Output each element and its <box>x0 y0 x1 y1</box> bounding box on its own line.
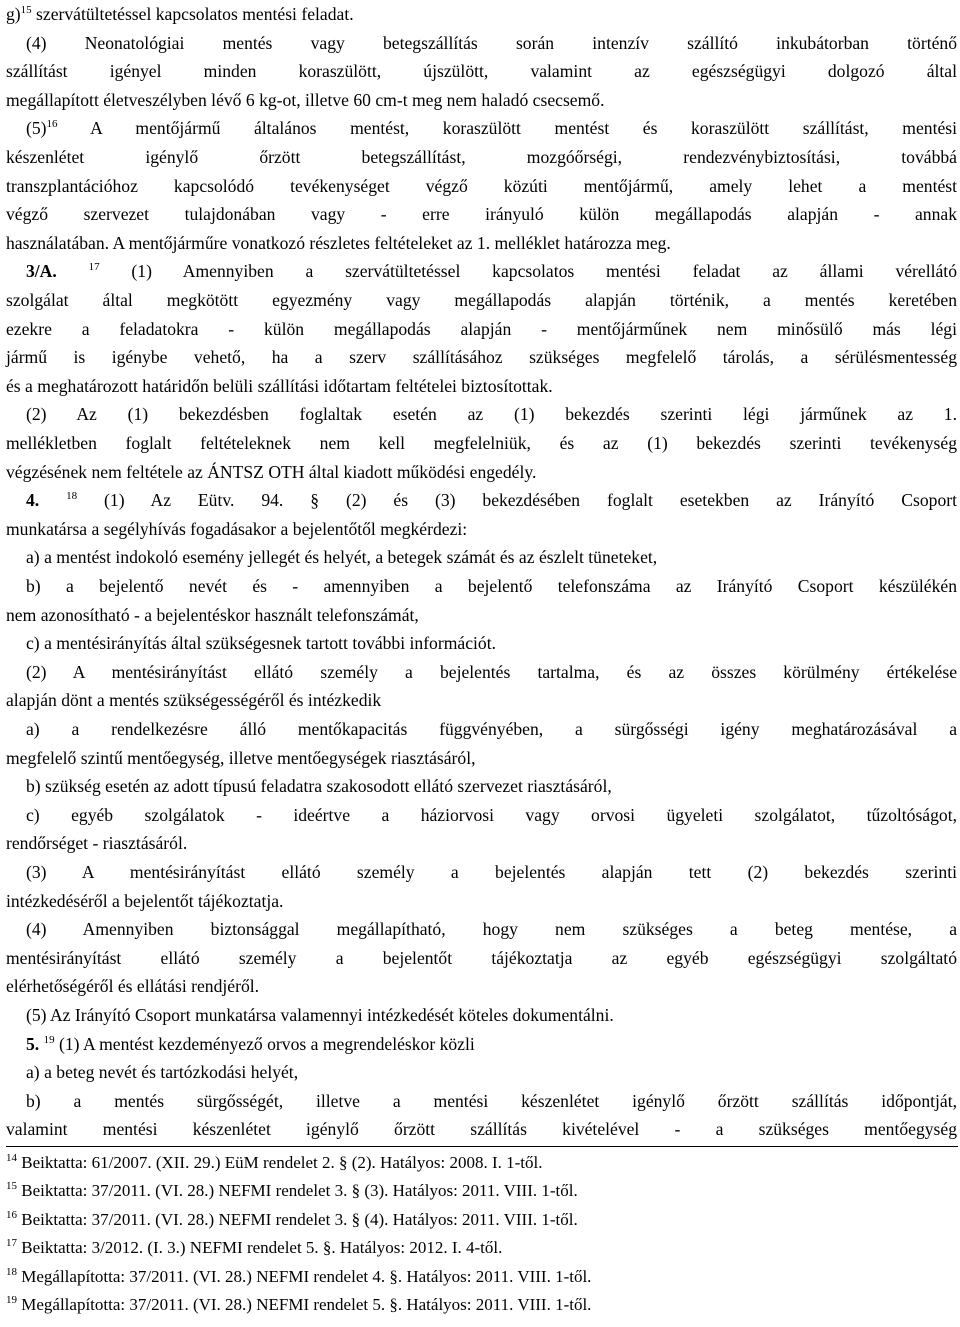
footnote-ref: 17 <box>88 261 100 274</box>
text-run: (5) Az Irányító Csoport munkatársa valamennyi intézkedését köteles dokumentálni. <box>26 1005 614 1025</box>
footnote-separator <box>6 1146 958 1147</box>
text-run: (1) Amennyiben a szervátültetéssel kapcsolatos mentési feladat az állami vérellátó <box>99 261 957 282</box>
section-number: 5. <box>26 1033 40 1054</box>
text-line <box>6 376 957 397</box>
text-line <box>26 1005 957 1026</box>
footnote <box>6 1267 591 1287</box>
text-line <box>6 147 957 168</box>
text-line <box>6 176 957 197</box>
footnote-number: 19 <box>6 1294 17 1306</box>
text-line <box>26 719 957 740</box>
text-line <box>26 662 957 683</box>
text-line <box>26 404 957 425</box>
text-run: szervátültetéssel kapcsolatos mentési feladat. <box>31 4 354 24</box>
footnote-text: Beiktatta: 37/2011. (VI. 28.) NEFMI rendelet 3. § (4). Hatályos: 2011. VIII. 1-től. <box>17 1209 578 1229</box>
text-line <box>6 748 957 769</box>
footnote-text: Beiktatta: 61/2007. (XII. 29.) EüM rendelet 2. § (2). Hatályos: 2008. I. 1-től. <box>17 1153 543 1172</box>
text-line <box>26 490 957 511</box>
text-run: ezekre a feladatokra - külön megállapodás alapján - mentőjárműnek nem minősülő más légi <box>6 318 957 339</box>
footnote-number: 16 <box>6 1208 17 1221</box>
text-line <box>6 347 957 368</box>
text-run: mellékletben foglalt feltételeknek nem kell megfelelniük, és az (1) bekezdés szerinti tevékenység <box>6 433 957 453</box>
text-line <box>6 319 957 340</box>
text-line <box>6 605 957 626</box>
text-run: elérhetőségéről és ellátási rendjéről. <box>6 976 260 997</box>
footnote <box>6 1238 502 1258</box>
text-run: c) a mentésirányítás által szükségesnek tartott további információt. <box>26 633 496 654</box>
text-line <box>6 204 957 225</box>
text-run: alapján dönt a mentés szükségességéről és intézkedik <box>6 690 382 711</box>
text-run: megállapított életveszélyben lévő 6 kg-ot, illetve 60 cm-t meg nem haladó csecsemő. <box>6 89 605 110</box>
text-run: mentésirányítást ellátó személy a bejelentőt tájékoztatja az egyéb egészségügyi szolgáltató <box>6 947 957 968</box>
text-line <box>6 690 957 711</box>
text-line <box>26 1091 957 1112</box>
text-run: (2) A mentésirányítást ellátó személy a bejelentés tartalma, és az összes körülmény értékelése <box>26 661 957 682</box>
text-line <box>26 776 957 797</box>
text-run: A mentőjármű általános mentést, koraszülött mentést és koraszülött szállítást, mentési <box>57 118 957 139</box>
text-line <box>6 948 957 969</box>
text-line <box>26 118 957 139</box>
text-run: (5) <box>26 118 47 139</box>
text-line <box>26 547 957 568</box>
text-run: használatában. A mentőjárműre vonatkozó részletes feltételeket az 1. melléklet határozza meg. <box>6 232 671 253</box>
text-run: (3) A mentésirányítást ellátó személy a bejelentés alapján tett (2) bekezdés szerinti <box>26 862 957 882</box>
section-number: 4. <box>26 490 40 511</box>
footnote-text: Megállapította: 37/2011. (VI. 28.) NEFMI rendelet 5. §. Hatályos: 2011. VIII. 1-től. <box>17 1295 592 1314</box>
text-run: (4) Amennyiben biztonsággal megállapítható, hogy nem szükséges a beteg mentése, a <box>26 919 957 940</box>
text-line <box>6 976 957 997</box>
text-run <box>57 261 89 281</box>
text-line <box>26 576 957 597</box>
text-run: jármű is igénybe vehető, ha a szerv szállításához szükséges megfelelő tárolás, a sérülésmentesség <box>6 347 957 368</box>
footnote-ref: 19 <box>43 1033 55 1046</box>
text-line <box>6 519 957 540</box>
text-run: b) a bejelentő nevét és - amennyiben a bejelentő telefonszáma az Irányító Csoport készülékén <box>26 576 957 596</box>
section-number: 3/A. <box>26 261 57 282</box>
text-run: a) a mentést indokoló esemény jellegét és helyét, a betegek számát és az észlelt tüneteket, <box>26 547 658 568</box>
text-line <box>6 462 957 483</box>
footnote-number: 14 <box>6 1152 17 1164</box>
footnote-number: 18 <box>6 1265 17 1278</box>
text-run: transzplantációhoz kapcsolódó tevékenységet végző közúti mentőjármű, amely lehet a mentést <box>6 175 957 196</box>
footnote-ref: 18 <box>66 490 78 503</box>
text-run: szolgálat által megkötött egyezmény vagy megállapodás alapján történik, a mentés keretében <box>6 290 957 310</box>
text-line <box>6 290 957 311</box>
footnote <box>6 1295 591 1315</box>
text-run: nem azonosítható - a bejelentéskor használt telefonszámát, <box>6 604 419 625</box>
text-run <box>39 1034 43 1054</box>
text-line <box>6 433 957 454</box>
text-line <box>6 833 957 854</box>
text-run: g) <box>6 4 21 24</box>
text-run: a) a beteg nevét és tartózkodási helyét, <box>26 1062 299 1083</box>
text-run <box>39 490 66 510</box>
text-line <box>26 633 957 654</box>
text-run: (4) Neonatológiai mentés vagy betegszállítás során intenzív szállító inkubátorban történő <box>26 32 957 53</box>
text-line <box>6 1119 957 1140</box>
text-run: valamint mentési készenlétet igénylő őrzött szállítás kivételével - a szükséges mentőegység <box>6 1119 957 1140</box>
footnote-text: Beiktatta: 37/2011. (VI. 28.) NEFMI rendelet 3. § (3). Hatályos: 2011. VIII. 1-től. <box>17 1181 578 1201</box>
text-run: b) szükség esetén az adott típusú feladatra szakosodott ellátó szervezet riasztásáról, <box>26 776 612 797</box>
text-line <box>6 90 957 111</box>
text-line <box>26 1062 957 1083</box>
text-run: és a meghatározott határidőn belüli szállítási időtartam feltételei biztosítottak. <box>6 375 553 396</box>
footnote-text: Megállapította: 37/2011. (VI. 28.) NEFMI rendelet 4. §. Hatályos: 2011. VIII. 1-től. <box>17 1266 592 1286</box>
footnote <box>6 1181 578 1201</box>
text-run: végző szervezet tulajdonában vagy - erre irányuló külön megállapodás alapján - annak <box>6 204 957 225</box>
text-run: szállítást igényel minden koraszülött, újszülött, valamint az egészségügyi dolgozó által <box>6 61 957 82</box>
text-run: (2) Az (1) bekezdésben foglaltak esetén az (1) bekezdés szerinti légi járműnek az 1. <box>26 404 957 425</box>
text-run: (1) A mentést kezdeményező orvos a megrendeléskor közli <box>54 1033 475 1054</box>
text-run: a) a rendelkezésre álló mentőkapacitás függvényében, a sürgősségi igény meghatározásával a <box>26 719 957 739</box>
text-line <box>26 1034 957 1055</box>
text-line <box>6 233 957 254</box>
text-run: intézkedéséről a bejelentőt tájékoztatja. <box>6 890 284 911</box>
text-run: készenlétet igénylő őrzött betegszállítást, mozgóőrségi, rendezvénybiztosítási, továbbá <box>6 147 957 167</box>
text-run: végzésének nem feltétele az ÁNTSZ OTH által kiadott működési engedély. <box>6 461 537 482</box>
text-line <box>26 862 957 883</box>
footnote-ref: 16 <box>46 118 58 131</box>
text-line <box>26 33 957 54</box>
text-line <box>6 61 957 82</box>
footnote-number: 17 <box>6 1237 17 1250</box>
text-run: munkatársa a segélyhívás fogadásakor a bejelentőtől megkérdezi: <box>6 518 468 539</box>
footnote-number: 15 <box>6 1180 17 1193</box>
footnote-ref: 15 <box>20 4 32 16</box>
footnote <box>6 1153 542 1173</box>
text-line <box>26 261 957 282</box>
text-run: rendőrséget - riasztásáról. <box>6 833 188 854</box>
footnote-text: Beiktatta: 3/2012. (I. 3.) NEFMI rendelet 5. §. Hatályos: 2012. I. 4-től. <box>17 1238 503 1258</box>
text-run: c) egyéb szolgálatok - ideértve a háziorvosi vagy orvosi ügyeleti szolgálatot, tűzoltóságot, <box>26 804 957 825</box>
text-run: megfelelő szintű mentőegység, illetve mentőegységek riasztásáról, <box>6 747 476 768</box>
text-line <box>26 919 957 940</box>
footnote <box>6 1210 578 1230</box>
text-line <box>6 891 957 912</box>
text-line <box>26 805 957 826</box>
text-run: b) a mentés sürgősségét, illetve a mentési készenlétet igénylő őrzött szállítás időpontját, <box>26 1090 957 1111</box>
text-run: (1) Az Eütv. 94. § (2) és (3) bekezdésében foglalt esetekben az Irányító Csoport <box>77 490 957 511</box>
text-line <box>6 4 957 25</box>
